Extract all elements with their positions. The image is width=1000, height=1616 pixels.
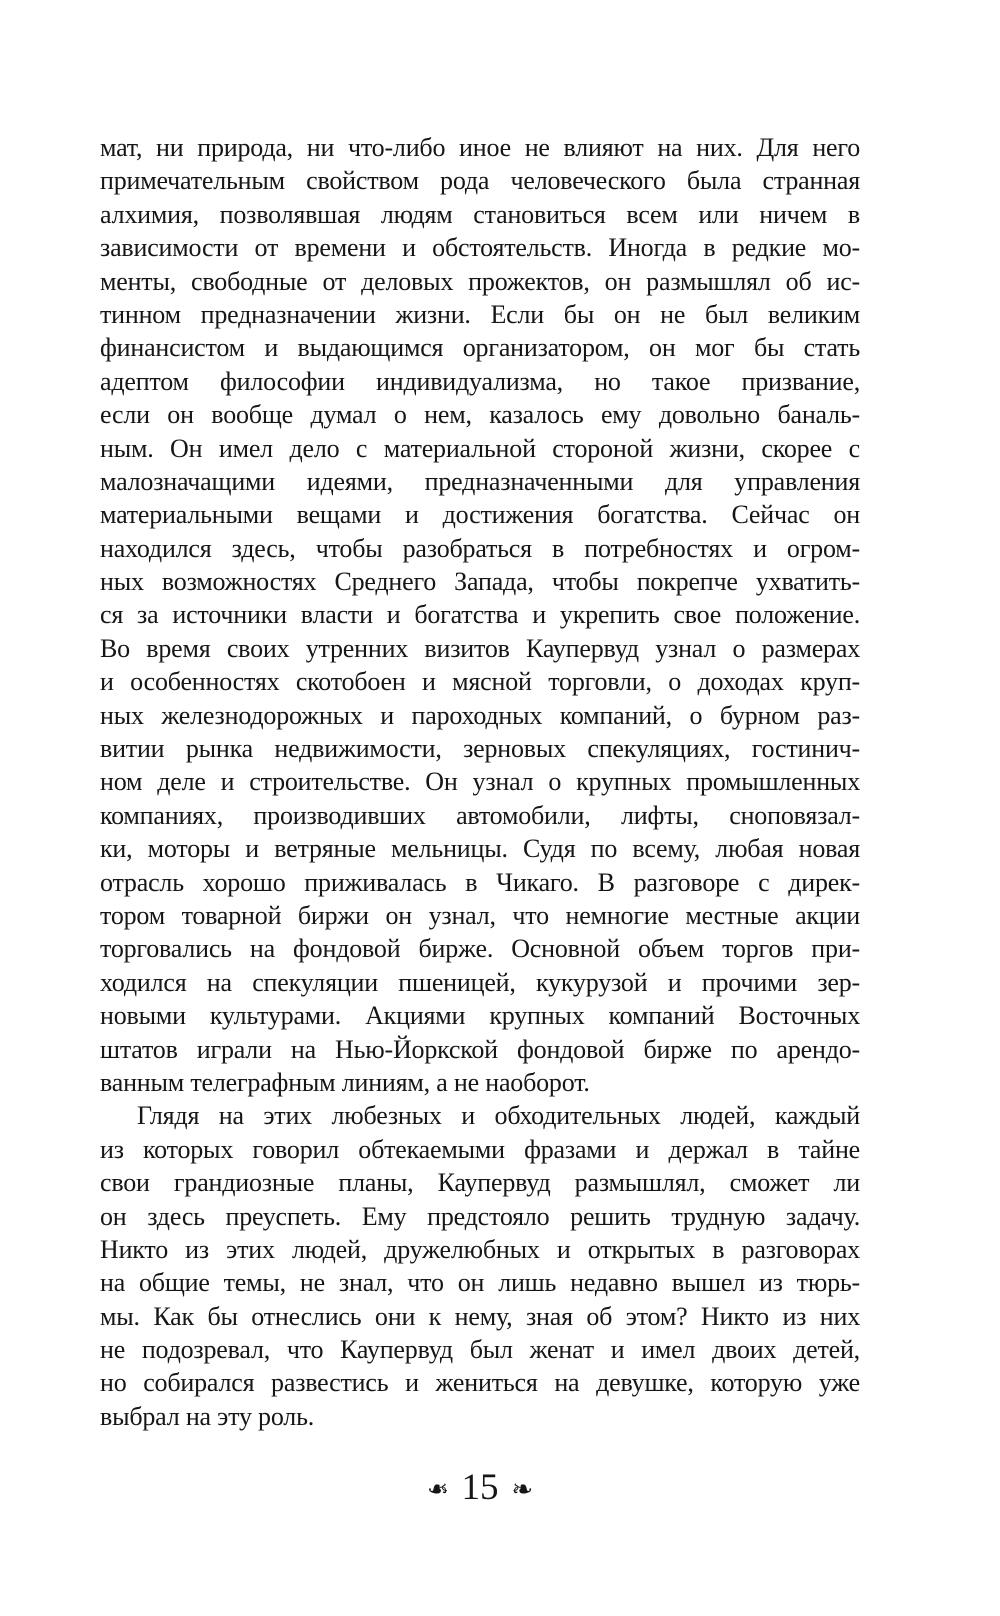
text-line: ся за источники власти и богатства и укрепить свое положение. [100,600,860,630]
fleuron-ornament-icon: ❧ [426,1475,449,1505]
text-line: Никто из этих людей, дружелюбных и открытых в разговорах [100,1234,860,1264]
text-line: но собирался развестись и жениться на девушке, которую уже [100,1368,860,1398]
body-text [100,131,860,1433]
fleuron-ornament-icon: ❧ [511,1475,534,1505]
text-line: выбрал на эту роль. [100,1401,315,1431]
text-line: и особенностях скотобоен и мясной торговли, о доходах круп- [100,667,860,697]
text-line: если он вообще думал о нем, казалось ему довольно баналь- [100,400,860,430]
page-number: 15 [461,1467,499,1508]
text-line: витии рынка недвижимости, зерновых спекуляциях, гостинич- [100,734,860,764]
text-line: финансистом и выдающимся организатором, он мог бы стать [100,333,860,363]
text-line: адептом философии индивидуализма, но такое призвание, [100,366,860,396]
text-line: ходился на спекуляции пшеницей, кукурузой и прочими зер- [100,967,860,997]
text-line: менты, свободные от деловых прожектов, он размышлял об ис- [100,266,860,296]
text-line: штатов играли на Нью-Йоркской фондовой бирже по арендо- [100,1034,860,1064]
text-line: Глядя на этих любезных и обходительных людей, каждый [137,1101,860,1131]
text-line: находился здесь, чтобы разобраться в потребностях и огром- [100,533,860,563]
text-line: мы. Как бы отнеслись они к нему, зная об этом? Никто из них [100,1301,860,1331]
text-line: на общие темы, не знал, что он лишь недавно вышел из тюрь- [100,1268,860,1298]
text-line: не подозревал, что Каупервуд был женат и имел двоих детей, [100,1335,860,1365]
text-line: ном деле и строительстве. Он узнал о крупных промышленных [100,767,860,797]
text-line: примечательным свойством рода человеческого была странная [100,166,860,196]
text-line: из которых говорил обтекаемыми фразами и держал в тайне [100,1134,860,1164]
text-line: ных возможностях Среднего Запада, чтобы покрепче ухватить- [100,567,860,597]
text-line: ки, моторы и ветряные мельницы. Судя по всему, любая новая [100,834,860,864]
text-line: свои грандиозные планы, Каупервуд размышлял, сможет ли [100,1168,860,1198]
text-line: алхимия, позволявшая людям становиться всем или ничем в [100,199,860,229]
page-footer [100,1468,860,1508]
text-line: он здесь преуспеть. Ему предстояло решить трудную задачу. [100,1201,860,1231]
text-line: мат, ни природа, ни что-либо иное не влияют на них. Для него [100,133,860,162]
text-line: малозначащими идеями, предназначенными для управления [100,466,860,496]
text-line: торговались на фондовой бирже. Основной объем торгов при- [100,934,860,964]
text-line: ным. Он имел дело с материальной стороной жизни, скорее с [100,433,860,463]
text-line: тором товарной биржи он узнал, что немногие местные акции [100,900,860,930]
text-line: ных железнодорожных и пароходных компаний, о бурном раз- [100,700,860,730]
text-line: новыми культурами. Акциями крупных компаний Восточных [100,1001,860,1031]
text-line: зависимости от времени и обстоятельств. Иногда в редкие мо- [100,233,860,263]
text-line: ванным телеграфным линиям, а не наоборот. [100,1067,590,1097]
text-line: тинном предназначении жизни. Если бы он не был великим [100,299,860,329]
text-line: материальными вещами и достижения богатства. Сейчас он [100,500,860,530]
text-line: Во время своих утренних визитов Каупервуд узнал о размерах [100,633,860,663]
text-line: отрасль хорошо приживалась в Чикаго. В разговоре с дирек- [100,867,860,897]
text-line: компаниях, производивших автомобили, лифты, сноповязал- [100,800,860,830]
